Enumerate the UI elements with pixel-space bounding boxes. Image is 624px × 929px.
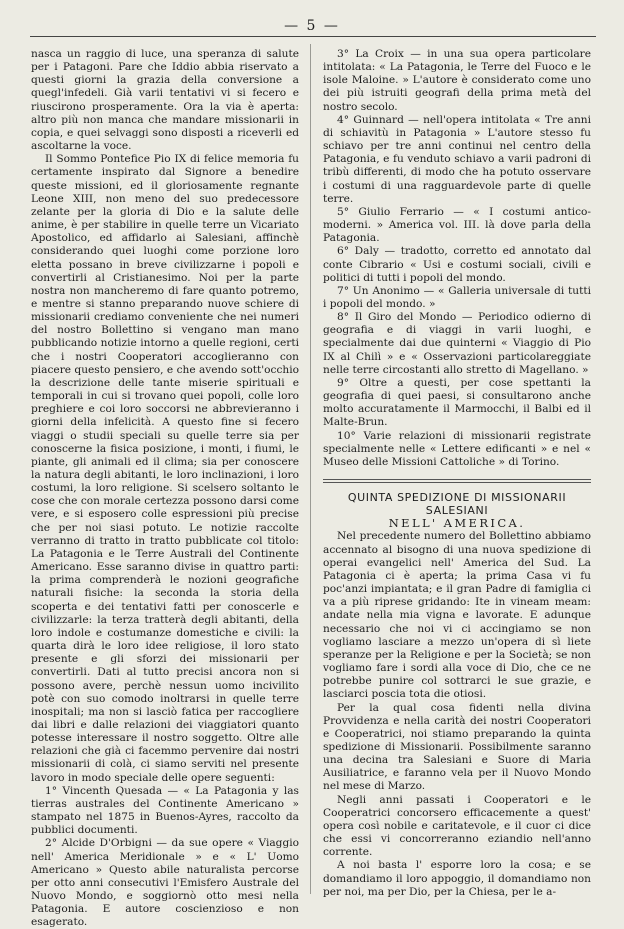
reference-item: 5° Giulio Ferrario — « I costumi antico-moderni. » America vol. III. là dove parla della Patagonia. — [323, 205, 591, 245]
reference-item: 6° Daly — tradotto, corretto ed annotato dal conte Cibrario « Usi e costumi sociali, civili e politici di tutti i popoli del mondo. — [323, 245, 591, 284]
section-title: QUINTA SPEDIZIONE DI MISSIONARII SALESIANI — [347, 491, 567, 518]
paragraph: nasca un raggio di luce, una speranza di salute per i Patagoni. Pare che Iddio abbia riservato a questi giorni la grazia della conversione a quegl'infedeli. Già varii tentativi vi si fecero e riuscirono prosperamente. Ora la via è aperta: altro più non manca che mandare missionarii in copia, e quei selvaggi sono disposti a riceverli ed ascoltarne la voce. — [31, 48, 299, 153]
reference-item: 9° Oltre a questi, per cose spettanti la geografia di quei paesi, si consultarono anche molto accuratamente il Marmocchi, il Balbi ed il Malte-Brun. — [323, 376, 591, 429]
reference-item: 2° Alcide D'Orbigni — da sue opere « Viaggio nell' America Meridionale » e « L' Uomo Americano » Questo abile naturalista percorse per otto anni consecutivi l'Emisfero Australe del Nuovo Mondo, e soggiornò otto mesi nella Patagonia. E autore coscienzioso e non esagerato. — [31, 837, 299, 929]
reference-item: 4° Guinnard — nell'opera intitolata « Tre anni di schiavitù in Patagonia » L'autore stesso fu schiavo per tre anni continui nel centro della Patagonia, e fu venduto schiavo a varii padroni di tribù differenti, di modo che ha potuto osservare i costumi di una ragguardevole parte di quelle terre. — [323, 113, 591, 205]
reference-item: 1° Vincenth Quesada — « La Patagonia y las tierras australes del Continente Americano » stampato nel 1875 in Buenos-Ayres, raccolto da pubblici documenti. — [31, 784, 299, 837]
paragraph: Per la qual cosa fidenti nella divina Provvidenza e nella carità dei nostri Cooperatori e Cooperatrici, noi stiamo preparando la quinta spedizione di Missionarii. Possibilmente saranno una decina tra Salesiani e Suore di Maria Ausiliatrice, e faranno vela per il Nuovo Mondo nel mese di Marzo. — [323, 701, 591, 793]
reference-item: 3° La Croix — in una sua opera particolare intitolata: « La Patagonia, le Terre del Fuoco e le isole Maloine. » L'autore è considerato come uno dei più istruiti geografi della prima metà del nostro secolo. — [323, 48, 591, 113]
left-column — [31, 48, 299, 929]
paragraph: Nel precedente numero del Bollettino abbiamo accennato al bisogno di una nuova spedizione di operai evangelici nell' America del Sud. La Patagonia ci è aperta; la prima Casa vi fu poc'anzi impiantata; e il gran Padre di famiglia ci va a più riprese gridando: Ite in vineam meam: andate nella mia vigna e lavorate. E adunque necessario che noi vi ci accingiamo se non vogliamo lasciare a mezzo un'opera di sì liete speranze per la Religione e per la Società; se non vogliamo fare i sordi alla voce di Dio, che ce ne potrebbe punire col sottrarci le sue grazie, e lasciarci poscia tota die otiosi. — [323, 530, 591, 701]
header-rule — [30, 36, 596, 37]
reference-item: 8° Il Giro del Mondo — Periodico odierno di geografia e di viaggi in varii luoghi, e specialmente dai due quinterni « Viaggio di Pio IX al Chilì » e « Osservazioni particolareggiate nelle terre circostanti allo stretto di Magellano. » — [323, 311, 591, 376]
reference-item: 7° Un Anonimo — « Galleria universale di tutti i popoli del mondo. » — [323, 284, 591, 310]
column-divider — [310, 44, 311, 894]
page-number: — 5 — — [284, 18, 340, 34]
reference-item: 10° Varie relazioni di missionarii registrate specialmente nelle « Lettere edificanti » e nel « Museo delle Missioni Cattoliche » di Torino. — [323, 429, 591, 468]
section-subtitle: NELL' AMERICA. — [388, 516, 526, 531]
paragraph: Negli anni passati i Cooperatori e le Cooperatrici concorsero efficacemente a quest' opera così nobile e caritatevole, e il cuor ci dice che essi vi concorreranno eziandio nell'anno corrente. — [323, 793, 591, 859]
paragraph: A noi basta l' esporre loro la cosa; e se domandiamo il loro appoggio, il domandiamo non per noi, ma per Dio, per la Chiesa, per le a- — [323, 859, 591, 898]
section-separator — [323, 479, 591, 483]
right-column — [323, 48, 591, 899]
paragraph: Il Sommo Pontefice Pio IX di felice memoria fu certamente inspirato dal Signore a benedire queste missioni, ed il gloriosamente regnante Leone XIII, non meno del suo predecessore zelante per la gloria di Dio e la salute delle anime, è per stabilire in quelle terre un Vicariato Apostolico, ed affidarlo ai Salesiani, affinchè considerando quei luoghi come porzione loro eletta possano in breve civilizzarne i popoli e convertirli al Cristianesimo. Noi per la parte nostra non mancheremo di fare quanto potremo, e mentre si stanno preparando nuove schiere di missionarii crediamo conveniente che nei numeri del nostro Bollettino si vengano man mano pubblicando notizie intorno a quelle regioni, certi che i nostri Cooperatori accoglieranno con piacere questo pensiero, e che avendo sott'occhio la descrizione delle tante miserie spirituali e temporali in cui si trovano quei popoli, colle loro preghiere e coi loro soccorsi ne abbrevieranno i giorni della infelicità. A questo fine si fecero viaggi o studii speciali su quelle terre sia per conoscerne la fisica posizione, i monti, i fiumi, le piante, gli animali ed il clima; sia per conoscere la natura degli abitanti, le loro inclinazioni, i loro costumi, la loro religione. Si scelsero soltanto le cose che con morale certezza possono darsi come vere, e si esposero colle espressioni più precise che per noi siasi potuto. Le notizie raccolte verranno di tratto in tratto pubblicate col titolo: La Patagonia e le Terre Australi del Continente Americano. Esse saranno divise in quattro parti: la prima comprenderà le nozioni geografiche naturali fisiche: la seconda la storia della scoperta e dei tentativi fatti per conoscerle e civilizzarle: la terza tratterà degli abitanti, della loro indole e costumanze domestiche e civili: la quarta dirà le loro idee religiose, il loro stato presente e gli sforzi dei missionarii per convertirli. Dati al tutto precisi ancora non si possono avere, perchè nessun uomo incivilito potè con suo comodo inoltrarsi in quelle terre inospitali; ma non si lasciò fatica per raccogliere dai libri e dalle relazioni dei viaggiatori quanto potesse interessare il nostro soggetto. Oltre alle relazioni che già ci facemmo pervenire dai nostri missionarii di colà, ci siamo serviti nel presente lavoro in modo speciale delle opere seguenti: — [31, 153, 299, 784]
